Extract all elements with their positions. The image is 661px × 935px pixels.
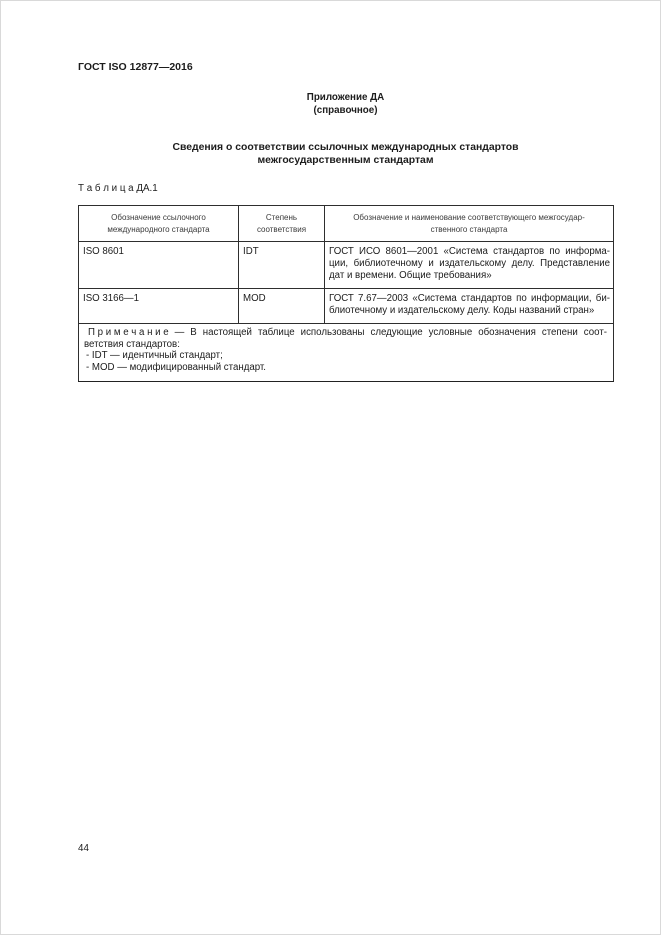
note-list-item: - IDT — идентичный стандарт; <box>86 350 223 362</box>
cell-text: ISO 8601 <box>83 246 124 257</box>
table-row <box>79 289 614 324</box>
header-text: международного стандарта <box>107 224 210 234</box>
cell-text-line: ГОСТ 7.67—2003 «Система стандартов по информации, би- <box>329 293 610 304</box>
document-code: ГОСТ ISO 12877—2016 <box>78 61 193 73</box>
header-text: соответствия <box>256 224 307 234</box>
cell-text-line: ции, библиотечному и издательскому делу. Представление <box>329 258 610 269</box>
cell-degree <box>239 242 325 289</box>
header-text: Обозначение ссылочного <box>111 212 206 222</box>
note-list-item: - MOD — модифицированный стандарт. <box>86 362 266 374</box>
cell-reference-standard <box>79 242 239 289</box>
table-note <box>79 324 614 382</box>
page-number: 44 <box>78 843 89 854</box>
section-title-line: Сведения о соответствии ссылочных международных стандартов <box>172 142 519 153</box>
table-caption: Т а б л и ц а ДА.1 <box>78 183 158 194</box>
standards-correspondence-table <box>78 205 614 382</box>
note-text: — В настоящей таблице использованы следующие условные обозначения степени соот- <box>174 327 607 338</box>
cell-text-line: блиотечному и издательскому делу. Коды названий стран» <box>329 305 595 316</box>
note-first-line <box>84 327 607 339</box>
cell-interstate-standard <box>325 242 614 289</box>
cell-text-line: дат и времени. Общие требования» <box>329 270 492 281</box>
annex-title: Приложение ДА <box>306 92 385 103</box>
annex-status: (справочное) <box>313 105 378 116</box>
cell-text-line: ГОСТ ИСО 8601—2001 «Система стандартов по информа- <box>329 246 610 257</box>
annex-heading <box>78 91 613 117</box>
header-cell-degree <box>239 206 325 242</box>
cell-reference-standard <box>79 289 239 324</box>
header-text: Обозначение и наименование соответствующего межгосудар- <box>353 212 585 222</box>
cell-text: MOD <box>243 293 266 304</box>
header-cell-reference-standard <box>79 206 239 242</box>
cell-text: IDT <box>243 246 259 257</box>
cell-text: ISO 3166—1 <box>83 293 140 304</box>
table-header-row <box>79 206 614 242</box>
table-row <box>79 242 614 289</box>
table-note-row <box>79 324 614 382</box>
section-title <box>78 141 613 167</box>
header-text: ственного стандарта <box>430 224 508 234</box>
note-label: П р и м е ч а н и е <box>88 327 169 338</box>
header-cell-interstate-standard <box>325 206 614 242</box>
section-title-line: межгосударственным стандартам <box>257 155 434 166</box>
note-line: ветствия стандартов: <box>84 338 180 350</box>
cell-interstate-standard <box>325 289 614 324</box>
cell-degree <box>239 289 325 324</box>
header-text: Степень <box>265 212 298 222</box>
